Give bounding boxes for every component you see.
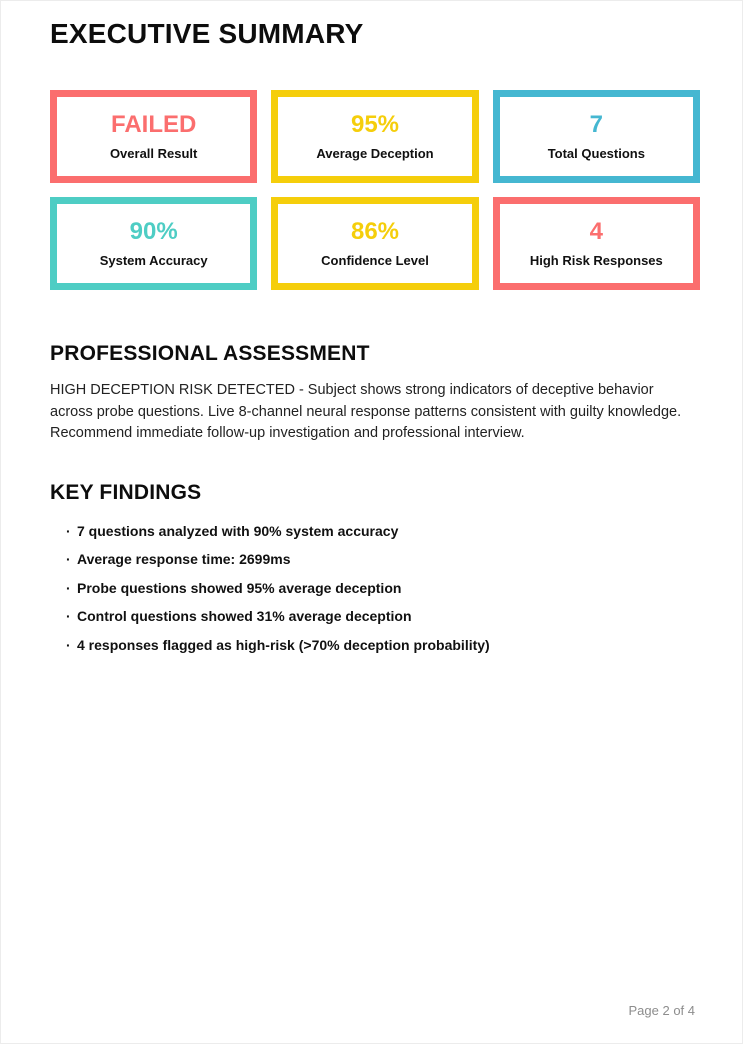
key-findings-list <box>50 521 695 655</box>
stat-label: High Risk Responses <box>529 253 663 268</box>
stat-card-average-deception <box>271 90 478 183</box>
finding-item: · 4 responses flagged as high-risk (>70% deception probability) <box>66 635 695 655</box>
stat-card-high-risk-responses <box>493 197 700 290</box>
stat-value: 4 <box>589 218 603 245</box>
stat-value: 86% <box>350 218 400 245</box>
stat-label: System Accuracy <box>99 253 208 268</box>
stat-label: Total Questions <box>547 146 645 161</box>
assessment-heading: PROFESSIONAL ASSESSMENT <box>50 342 370 365</box>
key-findings-heading: KEY FINDINGS <box>50 480 202 504</box>
finding-item: · Average response time: 2699ms <box>66 549 695 569</box>
finding-item: · 7 questions analyzed with 90% system accuracy <box>66 521 695 541</box>
page-number: Page 2 of 4 <box>628 1003 695 1018</box>
stat-label: Overall Result <box>109 146 198 161</box>
assessment-body-text: HIGH DECEPTION RISK DETECTED - Subject shows strong indicators of deceptive behavior across probe questions. Live 8-channel neural response patterns consistent with guilty knowledge. Recommend immediate follow-up investigation and professional interview. <box>50 382 682 441</box>
summary-stat-cards <box>50 90 700 290</box>
finding-item: · Probe questions showed 95% average deception <box>66 578 695 598</box>
page-title: EXECUTIVE SUMMARY <box>50 18 364 49</box>
stat-card-system-accuracy <box>50 197 257 290</box>
finding-item: · Control questions showed 31% average deception <box>66 606 695 626</box>
stat-value: 95% <box>350 111 400 138</box>
stat-card-total-questions <box>493 90 700 183</box>
stat-label: Average Deception <box>316 146 434 161</box>
stat-value: FAILED <box>110 111 197 138</box>
stat-card-overall-result <box>50 90 257 183</box>
stat-card-confidence-level <box>271 197 478 290</box>
stat-label: Confidence Level <box>321 253 429 268</box>
stat-value: 90% <box>129 218 178 245</box>
stat-value: 7 <box>589 111 603 138</box>
